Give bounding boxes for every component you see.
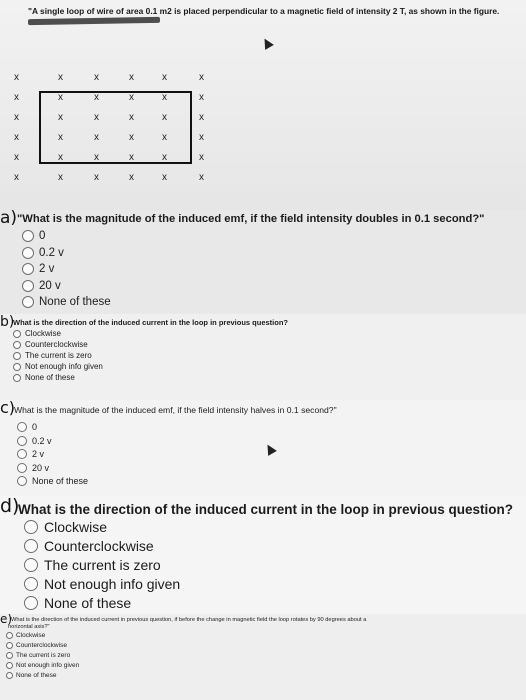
- option-2[interactable]: [17, 436, 52, 446]
- field-into-page-mark: x: [14, 172, 19, 183]
- option-label: Clockwise: [44, 519, 108, 535]
- field-into-page-mark: x: [14, 72, 19, 83]
- option-4[interactable]: [24, 576, 180, 592]
- option-4[interactable]: [6, 662, 79, 669]
- question-text: What is the direction of the induced current in the loop in previous question?: [18, 502, 514, 517]
- field-into-page-mark: x: [129, 152, 134, 163]
- option-label: 20 v: [39, 279, 61, 292]
- problem-statement: "A single loop of wire of area 0.1 m2 is placed perpendicular to a magnetic field of intensity 2 T, as shown in the figure.: [28, 6, 500, 16]
- field-into-page-mark: x: [199, 112, 204, 123]
- option-3[interactable]: [24, 557, 161, 573]
- option-1[interactable]: [13, 329, 61, 338]
- radio-button[interactable]: [24, 520, 38, 534]
- field-into-page-mark: x: [58, 92, 63, 103]
- field-into-page-mark: x: [162, 132, 167, 143]
- field-into-page-mark: x: [14, 92, 19, 103]
- field-into-page-mark: x: [199, 72, 204, 83]
- option-1[interactable]: [22, 230, 45, 242]
- question-letter: d): [0, 496, 20, 517]
- option-label: 2 v: [39, 263, 55, 275]
- option-label: 0.2 v: [39, 246, 64, 259]
- radio-button[interactable]: [24, 558, 38, 572]
- radio-button[interactable]: [13, 330, 21, 338]
- option-1[interactable]: [6, 632, 45, 639]
- field-into-page-mark: x: [129, 172, 134, 183]
- field-into-page-mark: x: [94, 72, 99, 83]
- field-into-page-mark: x: [14, 152, 19, 163]
- option-3[interactable]: [13, 351, 92, 360]
- problem-header: [0, 0, 526, 210]
- radio-button[interactable]: [17, 449, 27, 459]
- question-text-continued: horizontal axis?": [8, 624, 50, 630]
- option-5[interactable]: [22, 296, 111, 308]
- option-2[interactable]: [13, 340, 88, 349]
- radio-button[interactable]: [24, 577, 38, 591]
- field-into-page-mark: x: [199, 152, 204, 163]
- field-into-page-mark: x: [162, 92, 167, 103]
- field-into-page-mark: x: [58, 172, 63, 183]
- option-label: The current is zero: [16, 652, 71, 659]
- radio-button[interactable]: [17, 422, 27, 432]
- field-into-page-mark: x: [199, 92, 204, 103]
- field-into-page-mark: x: [129, 92, 134, 103]
- option-label: None of these: [25, 373, 75, 382]
- option-label: 2 v: [32, 449, 45, 459]
- option-label: 20 v: [32, 462, 50, 473]
- radio-button[interactable]: [6, 642, 13, 649]
- option-label: Clockwise: [16, 632, 46, 639]
- question-text: "What is the magnitude of the induced emf, if the field intensity doubles in 0.1 second?": [17, 213, 485, 225]
- radio-button[interactable]: [22, 263, 34, 275]
- option-3[interactable]: [6, 652, 70, 659]
- radio-button[interactable]: [22, 247, 34, 259]
- question-text: What is the direction of the induced current in previous question, if before the change in magnetic field the loop rotates by 90 degrees about a: [11, 617, 367, 623]
- wire-loop: [39, 91, 192, 164]
- mouse-cursor-icon: [260, 36, 274, 50]
- question-letter: a): [0, 210, 18, 228]
- option-label: Clockwise: [25, 329, 62, 338]
- field-into-page-mark: x: [199, 132, 204, 143]
- radio-button[interactable]: [13, 374, 21, 382]
- radio-button[interactable]: [6, 652, 13, 659]
- question-letter: b): [0, 314, 15, 330]
- option-5[interactable]: [24, 595, 131, 611]
- radio-button[interactable]: [24, 596, 38, 610]
- option-2[interactable]: [22, 247, 64, 259]
- option-label: 0: [39, 230, 46, 242]
- field-into-page-mark: x: [129, 132, 134, 143]
- field-into-page-mark: x: [199, 172, 204, 183]
- option-3[interactable]: [17, 449, 44, 459]
- field-into-page-mark: x: [162, 72, 167, 83]
- option-label: None of these: [32, 476, 89, 486]
- option-label: 0.2 v: [32, 435, 52, 446]
- option-label: Not enough info given: [44, 576, 181, 592]
- question-e: [0, 614, 526, 700]
- question-d: [0, 496, 526, 614]
- radio-button[interactable]: [17, 463, 27, 473]
- option-label: Counterclockwise: [16, 642, 67, 649]
- option-5[interactable]: [17, 476, 88, 486]
- field-into-page-mark: x: [162, 152, 167, 163]
- question-a: [0, 210, 526, 314]
- option-4[interactable]: [17, 463, 49, 473]
- option-1[interactable]: [24, 519, 107, 535]
- option-label: The current is zero: [25, 351, 92, 360]
- field-into-page-mark: x: [94, 152, 99, 163]
- field-into-page-mark: x: [14, 112, 19, 123]
- option-4[interactable]: [13, 362, 103, 371]
- radio-button[interactable]: [13, 341, 21, 349]
- radio-button[interactable]: [6, 632, 13, 639]
- question-b: [0, 314, 526, 400]
- radio-button[interactable]: [22, 280, 34, 292]
- field-into-page-mark: x: [94, 92, 99, 103]
- radio-button[interactable]: [6, 662, 13, 669]
- field-into-page-mark: x: [129, 72, 134, 83]
- radio-button[interactable]: [17, 436, 27, 446]
- field-into-page-mark: x: [58, 152, 63, 163]
- option-label: None of these: [39, 296, 111, 308]
- radio-button[interactable]: [22, 296, 34, 308]
- option-label: None of these: [16, 672, 57, 679]
- option-label: 0: [32, 422, 38, 432]
- field-into-page-mark: x: [58, 112, 63, 123]
- field-into-page-mark: x: [94, 112, 99, 123]
- option-label: Counterclockwise: [25, 340, 88, 349]
- radio-button[interactable]: [22, 230, 34, 242]
- option-5[interactable]: [13, 373, 75, 382]
- option-2[interactable]: [6, 642, 67, 649]
- question-text: What is the magnitude of the induced emf, if the field intensity halves in 0.1 second?": [14, 405, 337, 415]
- radio-button[interactable]: [17, 476, 27, 486]
- option-1[interactable]: [17, 422, 37, 432]
- redaction-scribble: [28, 17, 160, 25]
- field-into-page-mark: x: [94, 172, 99, 183]
- field-into-page-mark: x: [14, 132, 19, 143]
- option-label: Not enough info given: [16, 662, 80, 669]
- radio-button[interactable]: [13, 363, 21, 371]
- field-row: [6, 72, 226, 92]
- option-4[interactable]: [22, 280, 61, 292]
- option-label: None of these: [44, 595, 132, 611]
- option-3[interactable]: [22, 263, 54, 275]
- mouse-cursor-icon: [263, 442, 277, 456]
- option-2[interactable]: [24, 538, 154, 554]
- question-text: What is the direction of the induced current in the loop in previous question?: [13, 318, 289, 327]
- field-into-page-mark: x: [162, 172, 167, 183]
- question-letter: e): [0, 614, 13, 626]
- radio-button[interactable]: [24, 539, 38, 553]
- question-c: [0, 400, 526, 496]
- field-into-page-mark: x: [162, 112, 167, 123]
- option-label: Not enough info given: [25, 362, 103, 371]
- field-into-page-mark: x: [129, 112, 134, 123]
- option-label: The current is zero: [44, 557, 161, 573]
- field-into-page-mark: x: [58, 72, 63, 83]
- option-label: Counterclockwise: [44, 538, 154, 554]
- option-5[interactable]: [6, 672, 56, 679]
- field-row: [6, 172, 226, 192]
- question-letter: c): [0, 400, 16, 417]
- field-into-page-mark: x: [58, 132, 63, 143]
- radio-button[interactable]: [13, 352, 21, 360]
- radio-button[interactable]: [6, 672, 13, 679]
- field-into-page-mark: x: [94, 132, 99, 143]
